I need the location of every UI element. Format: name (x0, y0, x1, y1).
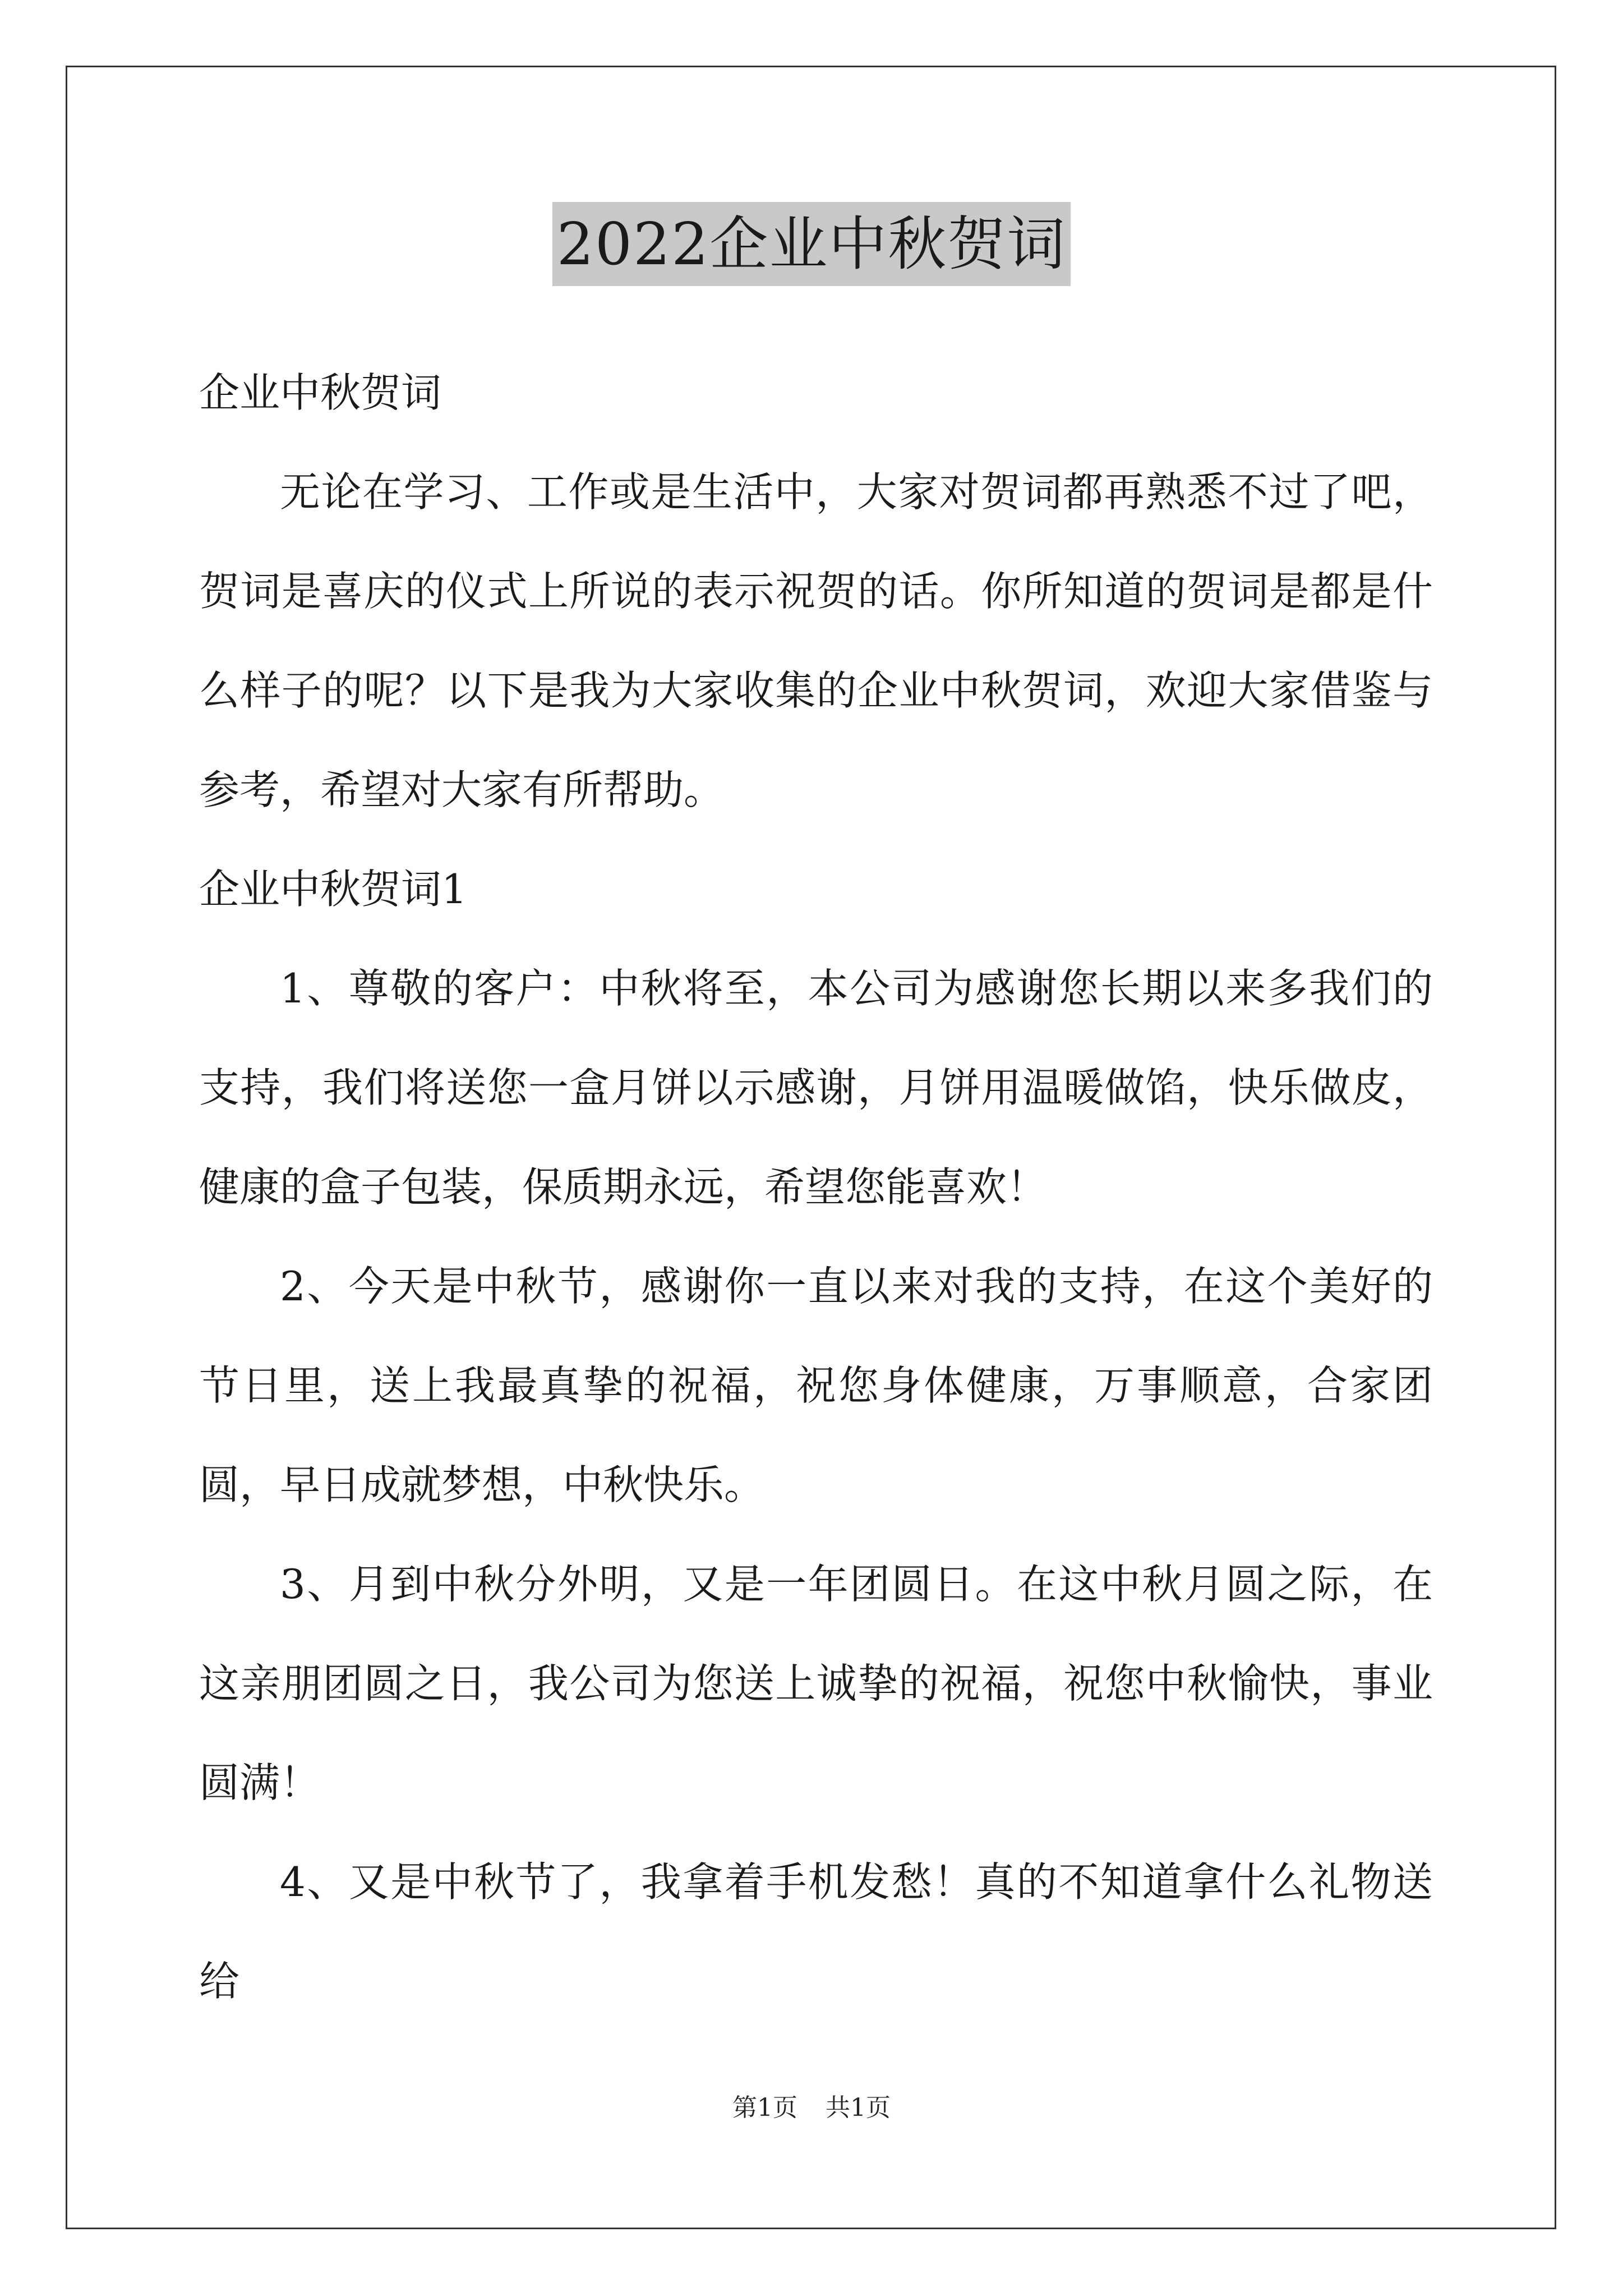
greeting-paragraph: 2、今天是中秋节，感谢你一直以来对我的支持，在这个美好的节日里，送上我最真挚的祝福，祝您身体健康，万事顺意，合家团圆，早日成就梦想，中秋快乐。 (199, 1263, 1433, 1508)
greeting-paragraph: 3、月到中秋分外明，又是一年团圆日。在这中秋月圆之际，在这亲朋团圆之日，我公司为您送上诚挚的祝福，祝您中秋愉快，事业圆满！ (199, 1561, 1433, 1806)
page-number-total: 共1页 (826, 2093, 891, 2122)
section-heading: 企业中秋贺词1 (199, 866, 467, 913)
page-number-current: 第1页 (732, 2093, 797, 2122)
page-footer (0, 2091, 1623, 2125)
title-container (0, 202, 1623, 286)
section-heading: 企业中秋贺词 (199, 369, 442, 416)
document-body (199, 343, 1433, 2031)
document-title: 2022企业中秋贺词 (552, 202, 1071, 286)
greeting-paragraph: 1、尊敬的客户：中秋将至，本公司为感谢您长期以来多我们的支持，我们将送您一盒月饼以示感谢，月饼用温暖做馅，快乐做皮，健康的盒子包装，保质期永远，希望您能喜欢！ (199, 965, 1433, 1211)
greeting-paragraph: 4、又是中秋节了，我拿着手机发愁！真的不知道拿什么礼物送给 (199, 1858, 1433, 2005)
intro-paragraph: 无论在学习、工作或是生活中，大家对贺词都再熟悉不过了吧，贺词是喜庆的仪式上所说的表示祝贺的话。你所知道的贺词是都是什么样子的呢？以下是我为大家收集的企业中秋贺词，欢迎大家借鉴与参考，希望对大家有所帮助。 (199, 468, 1433, 813)
